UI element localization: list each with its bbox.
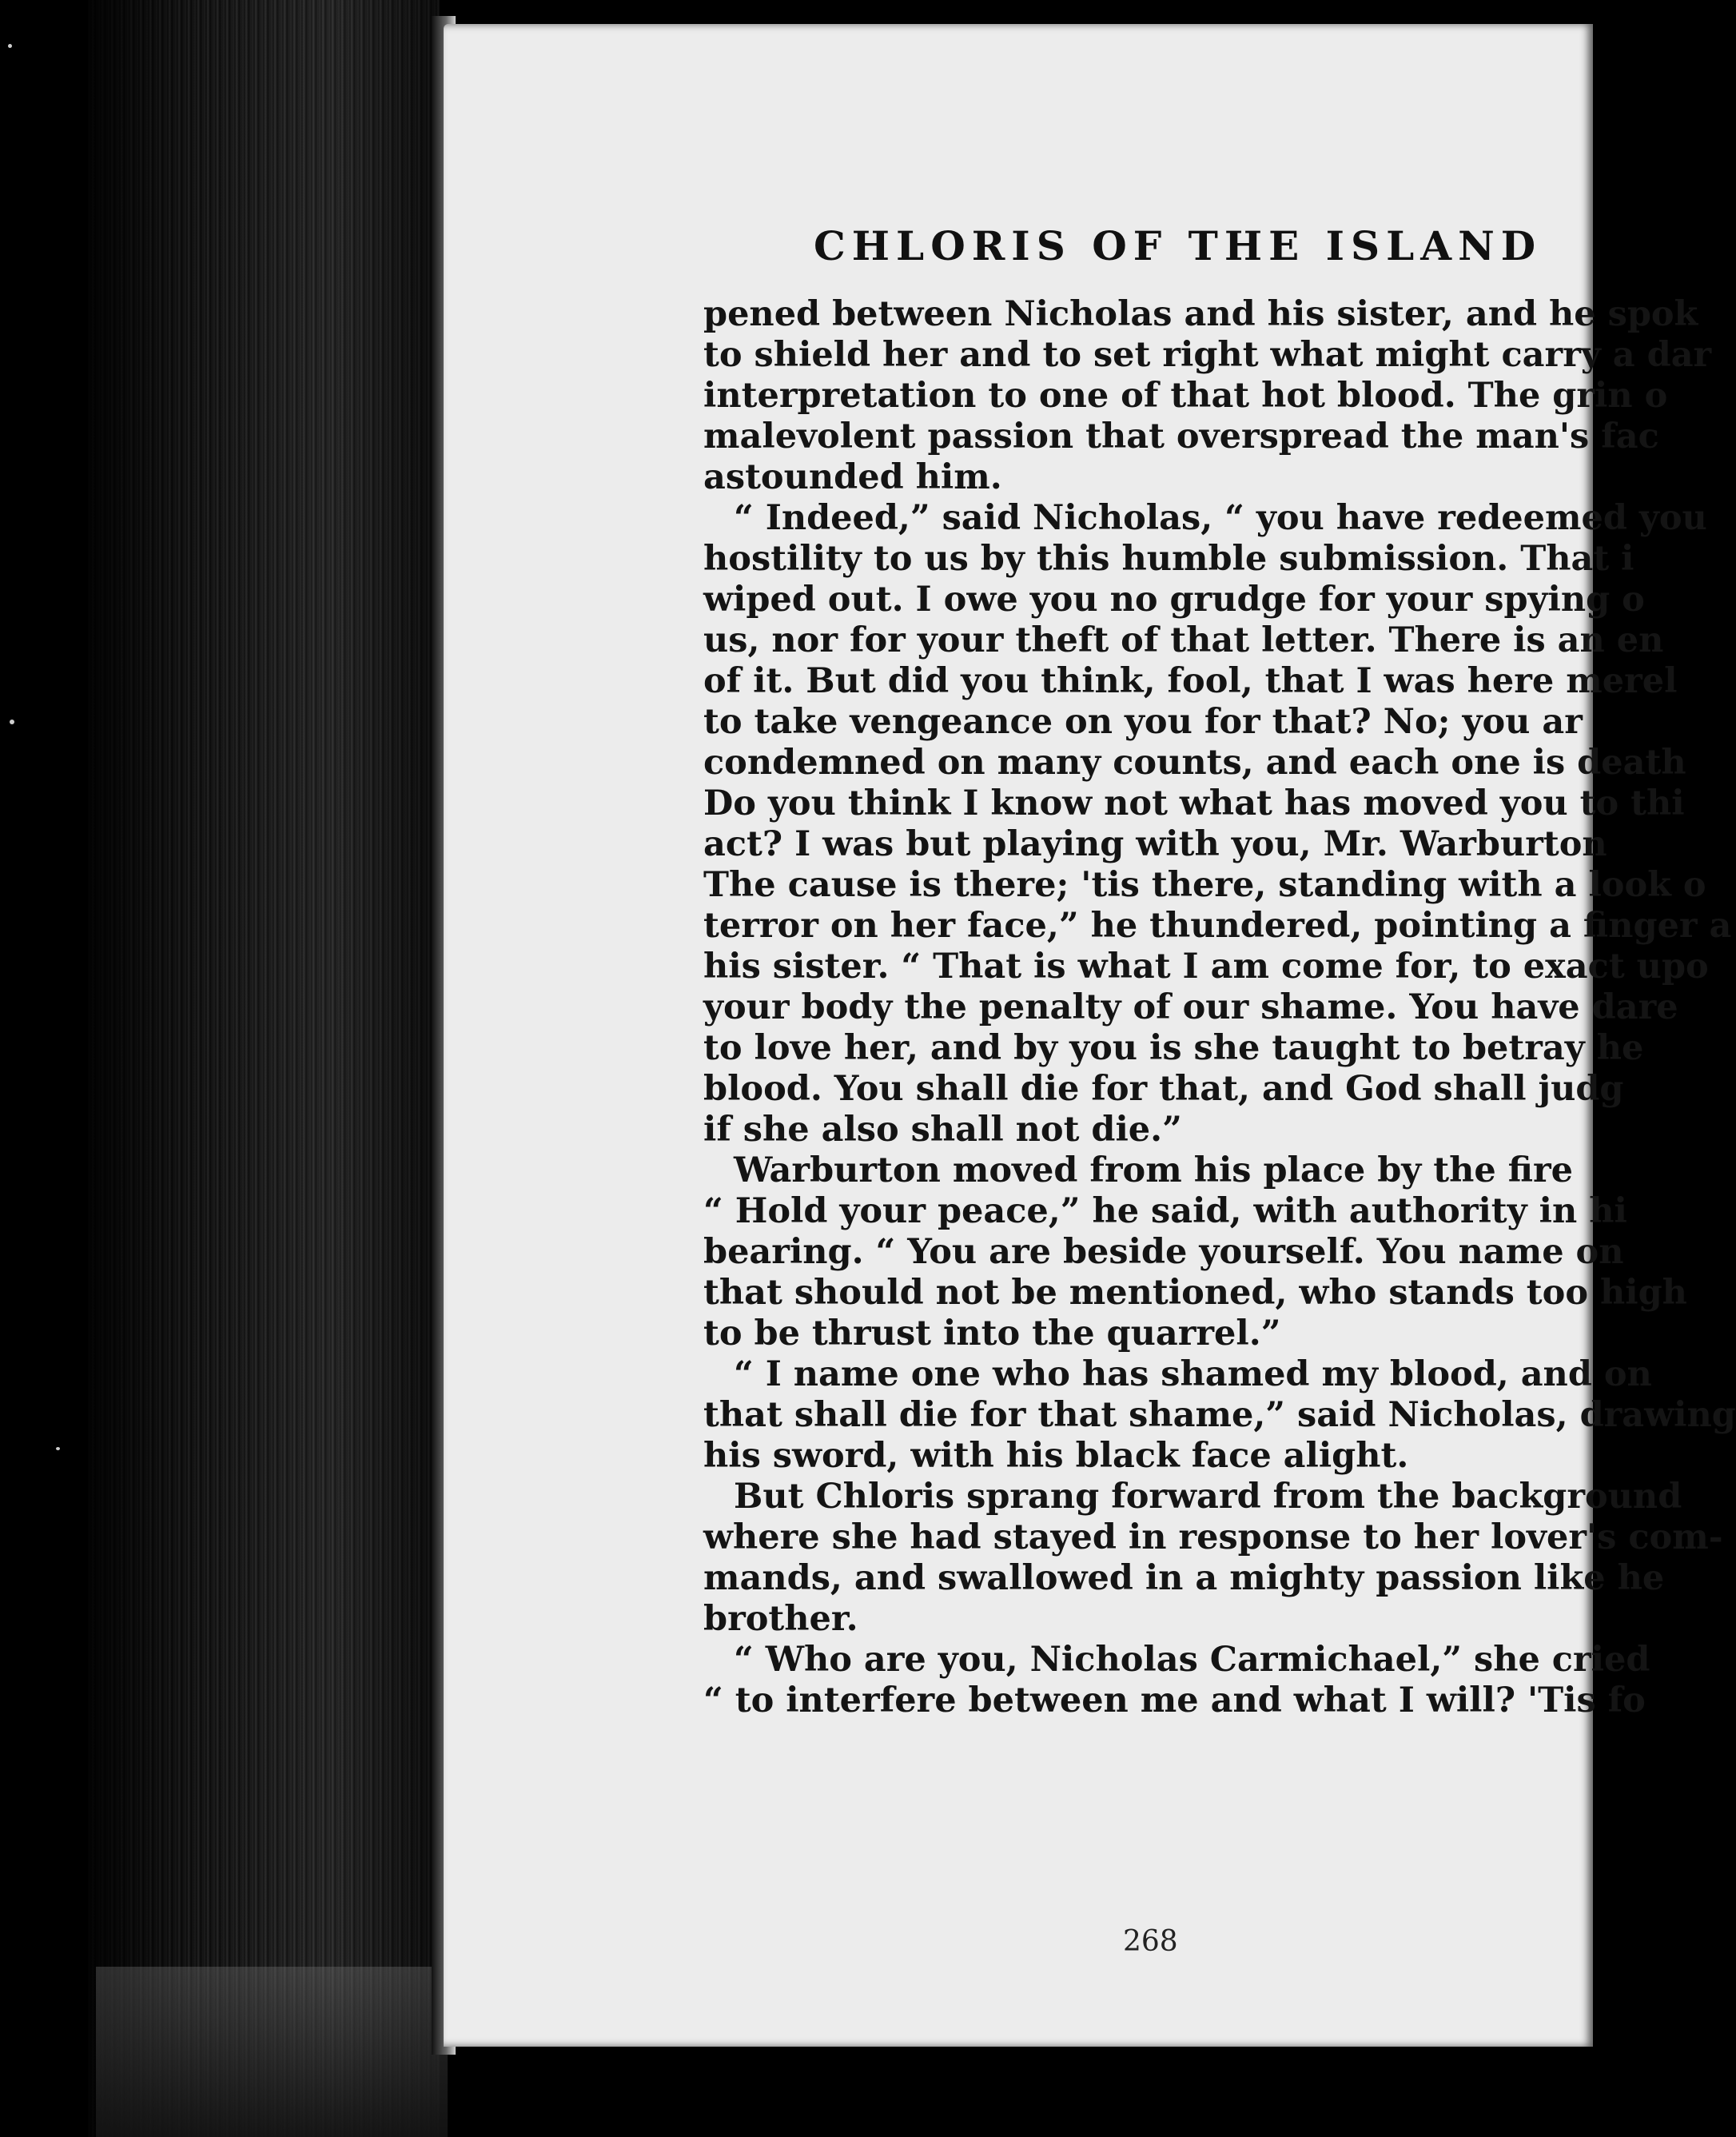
text-line: interpretation to one of that hot blood. The grin o	[703, 376, 1668, 416]
text-line: his sword, with his black face alight.	[703, 1436, 1409, 1476]
text-line: his sister. “ That is what I am come for, to exact upo	[703, 947, 1709, 987]
text-line: “ I name one who has shamed my blood, and on	[734, 1354, 1652, 1394]
text-line: that shall die for that shame,” said Nicholas, drawing	[703, 1395, 1736, 1435]
text-line: that should not be mentioned, who stands too high	[703, 1273, 1687, 1313]
text-line: mands, and swallowed in a mighty passion like he	[703, 1558, 1665, 1598]
text-line: pened between Nicholas and his sister, and he spok	[703, 294, 1698, 334]
text-line: wiped out. I owe you no grudge for your spying o	[703, 580, 1645, 620]
text-line: Do you think I know not what has moved you to thi	[703, 783, 1685, 823]
text-line: where she had stayed in response to her lover's com-	[703, 1517, 1723, 1557]
text-line: The cause is there; 'tis there, standing with a look o	[703, 865, 1706, 905]
text-line: terror on her face,” he thundered, pointing a finger a	[703, 906, 1732, 946]
page-edges-bottom	[96, 1967, 448, 2137]
text-line: to be thrust into the quarrel.”	[703, 1314, 1281, 1354]
text-line: brother.	[703, 1599, 858, 1639]
text-line: act? I was but playing with you, Mr. Warburton	[703, 824, 1607, 864]
text-line: condemned on many counts, and each one is death	[703, 743, 1686, 783]
text-line: of it. But did you think, fool, that I was here merel	[703, 661, 1678, 701]
text-line: “ to interfere between me and what I will? 'Tis fo	[703, 1680, 1646, 1720]
text-line: But Chloris sprang forward from the background	[734, 1477, 1682, 1517]
text-line: to shield her and to set right what might carry a dar	[703, 335, 1712, 375]
text-line: your body the penalty of our shame. You have dare	[703, 987, 1678, 1027]
text-line: to take vengeance on you for that? No; you ar	[703, 702, 1583, 742]
text-line: to love her, and by you is she taught to betray he	[703, 1028, 1644, 1068]
text-line: bearing. “ You are beside yourself. You name on	[703, 1232, 1624, 1272]
text-line: malevolent passion that overspread the man's fac	[703, 417, 1659, 457]
text-line: if she also shall not die.”	[703, 1110, 1182, 1150]
text-line: us, nor for your theft of that letter. There is an en	[703, 620, 1664, 660]
text-line: blood. You shall die for that, and God shall judg	[703, 1069, 1624, 1109]
page-edges-shadow	[88, 0, 440, 2137]
text-line: “ Indeed,” said Nicholas, “ you have redeemed you	[734, 498, 1707, 538]
dust-speck	[10, 720, 14, 724]
text-line: hostility to us by this humble submission. That i	[703, 539, 1634, 579]
page-number: 268	[1123, 1925, 1178, 1958]
text-line: astounded him.	[703, 457, 1002, 497]
text-line: “ Hold your peace,” he said, with authority in hi	[703, 1191, 1627, 1231]
dust-speck	[8, 44, 12, 48]
running-head: CHLORIS OF THE ISLAND	[814, 222, 1543, 269]
dust-speck	[56, 1447, 60, 1450]
body-text	[703, 294, 1736, 1721]
text-line: Warburton moved from his place by the fire	[734, 1150, 1573, 1190]
text-line: “ Who are you, Nicholas Carmichael,” she cried	[734, 1640, 1650, 1680]
